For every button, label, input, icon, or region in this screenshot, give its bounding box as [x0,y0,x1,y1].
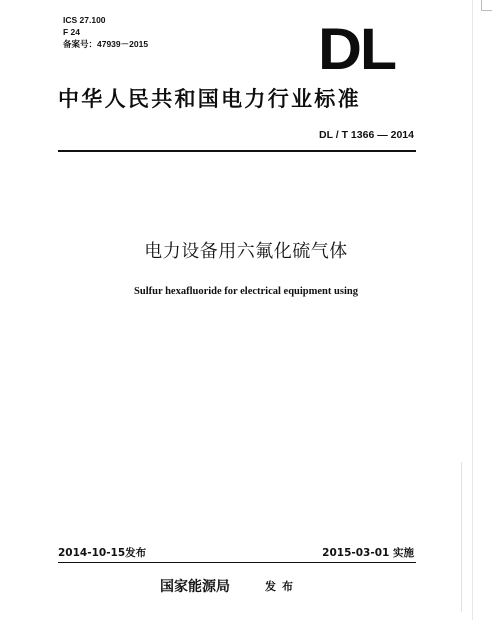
dl-logo: DL [318,17,395,82]
publish-label: 发布 [265,580,299,593]
classification-block [63,14,148,50]
page-edge-line [472,0,473,620]
ics-code: ICS 27.100 [63,15,106,25]
effective-date: 2015-03-01 实施 [322,547,414,559]
header-divider [58,150,416,152]
issue-date: 2014-10-15发布 [58,547,147,559]
standard-number: DL / T 1366 — 2014 [319,129,414,141]
footer-divider [58,562,416,563]
page-corner-mark [481,0,492,11]
standard-title: 中华人民共和国电力行业标准 [58,87,361,111]
publisher-name: 国家能源局 [160,579,230,595]
record-number: 备案号：47939－2015 [63,39,149,49]
document-title-en: Sulfur hexafluoride for electrical equipment using [134,286,358,297]
category-code: F 24 [63,27,81,37]
document-title-cn: 电力设备用六氟化硫气体 [144,241,348,262]
page-edge-line-lower [461,462,462,612]
